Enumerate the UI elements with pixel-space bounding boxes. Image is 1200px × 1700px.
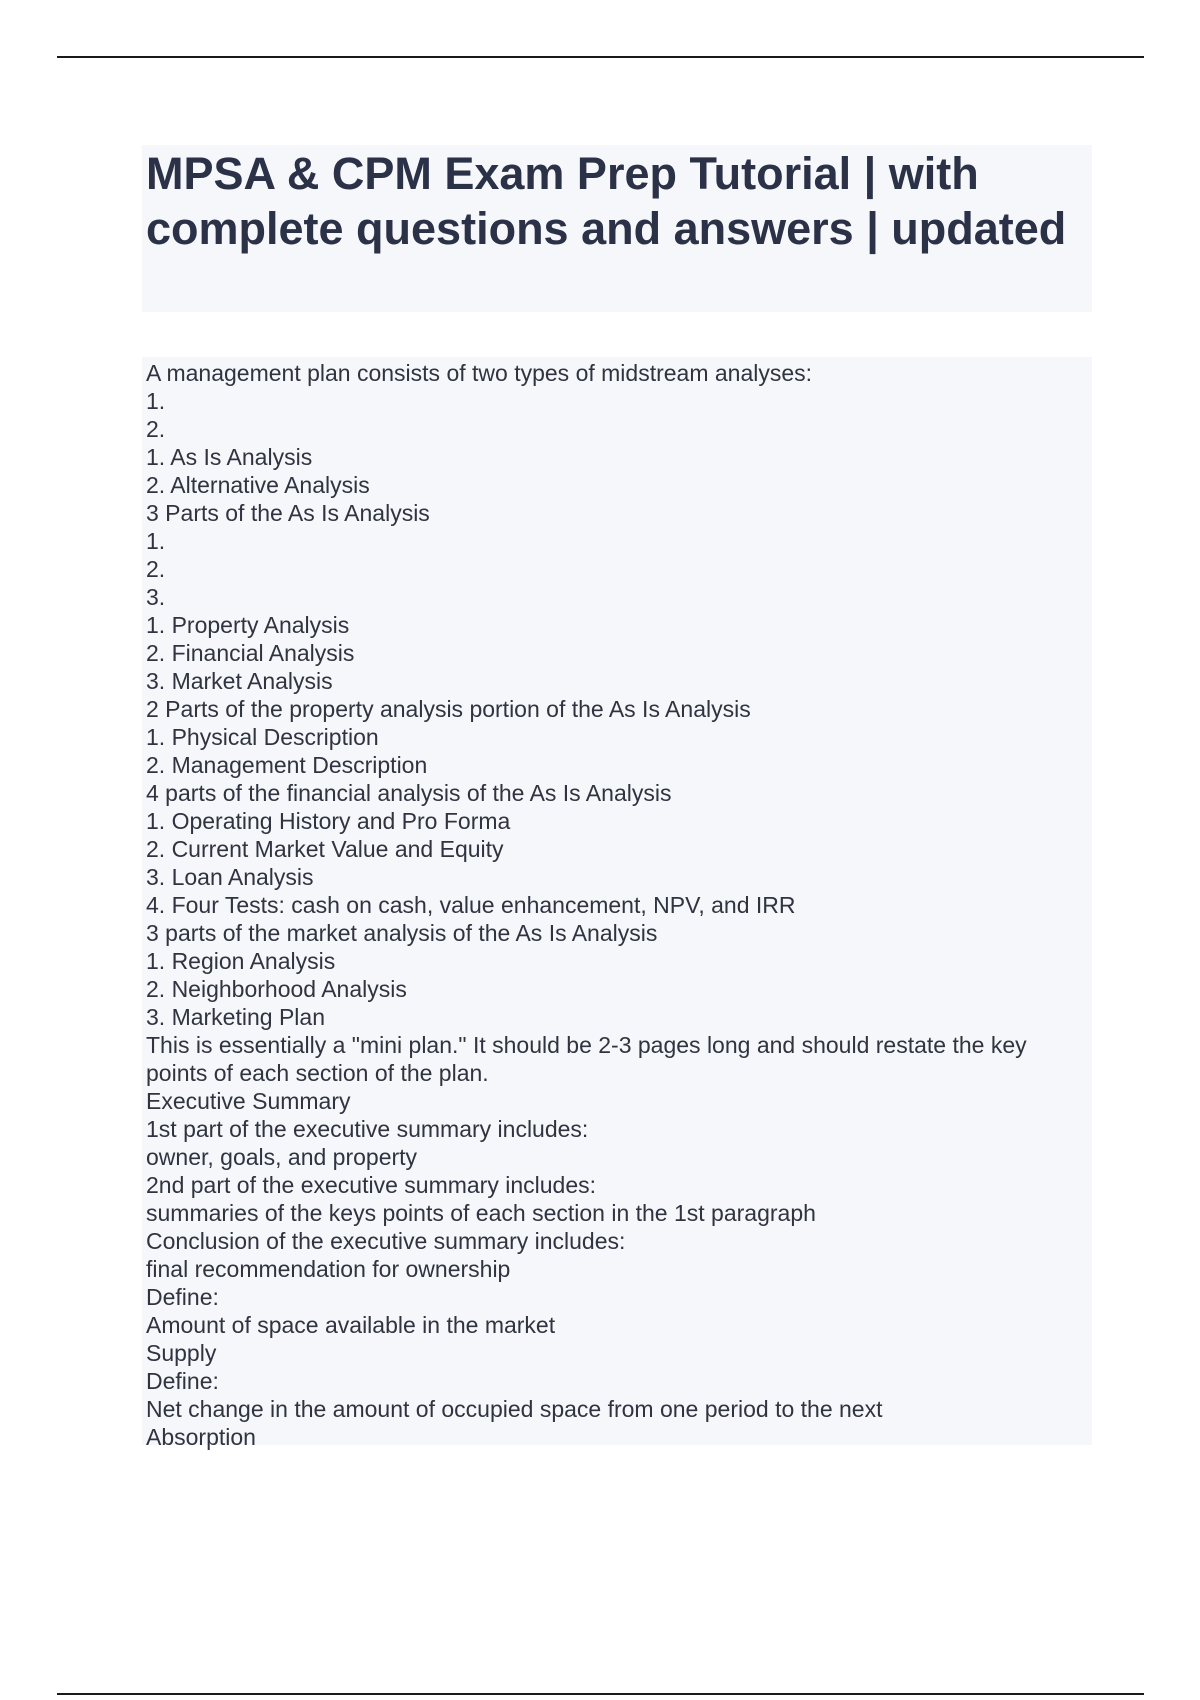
text-line: final recommendation for ownership [146,1256,511,1282]
text-line: Define: [146,1284,219,1310]
text-line: Net change in the amount of occupied space from one period to the next [146,1396,883,1422]
text-line: Amount of space available in the market [146,1312,556,1338]
text-line: 1st part of the executive summary includes: [146,1116,589,1142]
text-line: points of each section of the plan. [146,1060,489,1086]
top-rule [57,56,1144,58]
text-line: owner, goals, and property [146,1144,418,1170]
text-line: 3 parts of the market analysis of the As Is Analysis [146,920,658,946]
text-line: 1. Operating History and Pro Forma [146,808,511,834]
text-line: 2nd part of the executive summary includes: [146,1172,597,1198]
text-line: 2. Current Market Value and Equity [146,836,504,862]
text-line: 2. [146,556,166,582]
content-block [142,357,1092,1450]
text-line: 2. Alternative Analysis [146,472,370,498]
text-line: 3. Loan Analysis [146,864,314,890]
document-title: MPSA & CPM Exam Prep Tutorial | with complete questions and answers | updated [146,148,1067,254]
title-block [142,145,1092,312]
text-line: 1. Region Analysis [146,948,336,974]
bottom-rule [57,1693,1144,1695]
text-line: 4 parts of the financial analysis of the As Is Analysis [146,780,672,806]
text-line: 2. Neighborhood Analysis [146,976,407,1002]
text-line: 3. Market Analysis [146,668,333,694]
text-line: 1. [146,388,166,414]
text-line: A management plan consists of two types of midstream analyses: [146,360,813,386]
text-line: This is essentially a "mini plan." It should be 2-3 pages long and should restate the key [146,1032,1027,1058]
text-line: summaries of the keys points of each section in the 1st paragraph [146,1200,816,1226]
text-line: 1. Physical Description [146,724,379,750]
text-line: 4. Four Tests: cash on cash, value enhancement, NPV, and IRR [146,892,796,918]
text-line: 3. Marketing Plan [146,1004,325,1030]
text-line: Absorption [146,1424,256,1450]
text-line: Supply [146,1340,217,1366]
text-line: 2 Parts of the property analysis portion of the As Is Analysis [146,696,751,722]
text-line: Conclusion of the executive summary includes: [146,1228,626,1254]
text-line: Define: [146,1368,219,1394]
text-line: 2. Financial Analysis [146,640,355,666]
text-line: 3 Parts of the As Is Analysis [146,500,430,526]
text-line: 3. [146,584,166,610]
text-line: 2. [146,416,166,442]
text-line: Executive Summary [146,1088,351,1114]
text-line: 1. As Is Analysis [146,444,313,470]
text-line: 1. Property Analysis [146,612,350,638]
text-line: 2. Management Description [146,752,428,778]
text-line: 1. [146,528,166,554]
